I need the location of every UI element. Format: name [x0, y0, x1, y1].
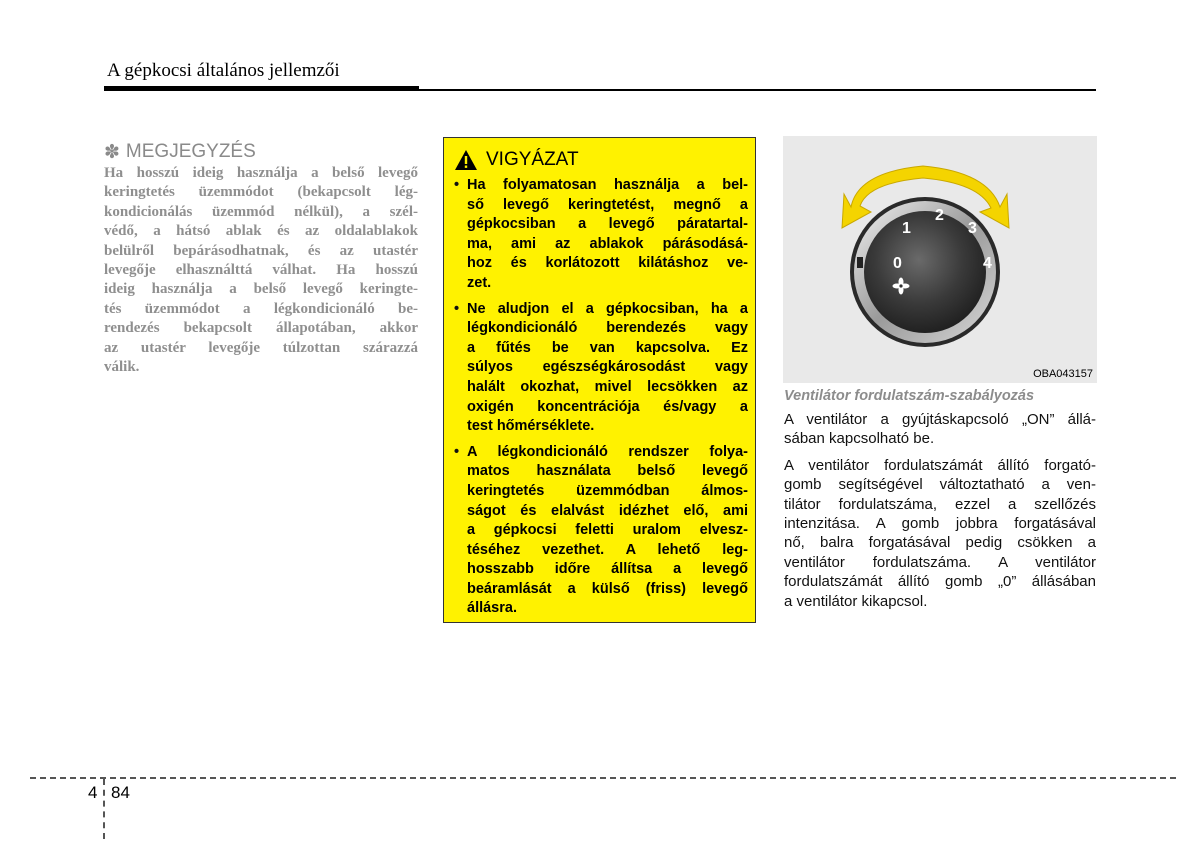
- figure-code: OBA043157: [1033, 368, 1093, 380]
- note-section: [104, 140, 418, 377]
- note-text-line: Ha hosszú ideig használja a belső levegő: [104, 165, 418, 181]
- warning-item: [454, 300, 748, 437]
- warning-text-line: a gépkocsi feletti uralom elvesz-: [467, 522, 748, 539]
- warning-text-line: téséhez vezethet. A lehető leg-: [467, 541, 748, 558]
- knob-label-3: 3: [968, 220, 977, 237]
- knob-label-1: 1: [902, 220, 911, 237]
- note-text-line: válik.: [104, 358, 140, 375]
- footer-divider: [30, 777, 1176, 779]
- note-text-line: ideig használja a belső levegő keringte-: [104, 281, 418, 298]
- note-heading: [104, 140, 418, 164]
- warning-text-line: légkondicionáló berendezés vagy: [467, 320, 748, 337]
- warning-heading: [454, 149, 579, 171]
- warning-text-line: oxigén koncentrációja és/vagy a: [467, 398, 748, 415]
- body-text-line: ventilátor fordulatszáma. A ventilátor: [784, 553, 1096, 571]
- bullet-icon: •: [454, 443, 460, 460]
- warning-text-line: Ne aludjon el a gépkocsiban, ha a: [467, 300, 748, 317]
- note-text-line: az utastér levegője túlzottan szárazzá: [104, 339, 418, 356]
- warning-list: [454, 176, 748, 625]
- section-caption: Ventilátor fordulatszám-szabályozás: [784, 388, 1035, 404]
- warning-text-line: súlyos egészségkárosodást vagy: [467, 359, 748, 376]
- warning-text-line: halált okozhat, mivel lecsökken az: [467, 378, 748, 395]
- warning-text-line: Ha folyamatosan használja a bel-: [467, 177, 748, 193]
- note-text-line: belülről bepárásodhatnak, és az utastér: [104, 242, 418, 259]
- warning-text-line: ságot és elalvást idézhet elő, ami: [467, 502, 748, 519]
- warning-item: [454, 443, 748, 619]
- footer-vertical-divider: [103, 779, 105, 839]
- warning-triangle-icon: [454, 149, 478, 171]
- warning-text-line: hosszabb időre állítsa a levegő: [467, 561, 748, 578]
- warning-text-line: matos használata belső levegő: [467, 463, 748, 480]
- note-text-line: védő, a hátsó ablak és az oldalablakok: [104, 223, 418, 240]
- body-text-line: nő, balra forgatásával pedig csökken a: [784, 534, 1096, 552]
- warning-text-line: beáramlását a külső (friss) levegő: [467, 580, 748, 597]
- note-text-line: kondicionálás üzemmód nélkül), a szél-: [104, 203, 418, 220]
- warning-text-line: gépkocsiban a levegő páratartal-: [467, 216, 748, 233]
- note-text-line: rendezés bekapcsolt állapotában, akkor: [104, 320, 418, 337]
- knob-label-0: 0: [893, 255, 902, 272]
- warning-title: VIGYÁZAT: [486, 149, 579, 170]
- body-text-line: a ventilátor kikapcsol.: [784, 592, 928, 610]
- knob-label-2: 2: [935, 207, 944, 224]
- warning-text-line: test hőmérséklete.: [467, 418, 595, 435]
- body-text-line: intenzitása. A gomb jobbra forgatásával: [784, 514, 1096, 532]
- body-text-line: sában kapcsolható be.: [784, 430, 935, 448]
- note-text-line: tés üzemmódot a légkondicionáló be-: [104, 300, 418, 317]
- page-chapter-number: 4: [88, 783, 98, 802]
- bullet-icon: •: [454, 177, 460, 193]
- body-text-line: tilátor fordulatszáma, ezzel a szellőzés: [784, 495, 1096, 513]
- warning-box: [443, 137, 756, 623]
- asterisk-icon: ✽: [104, 141, 120, 163]
- body-text-line: A ventilátor a gyújtáskapcsoló „ON” állá-: [784, 411, 1096, 428]
- fan-speed-knob-illustration: [783, 136, 1097, 383]
- paragraph: [784, 410, 1096, 449]
- warning-text-line: A légkondicionáló rendszer folya-: [467, 443, 748, 460]
- body-text-line: fordulatszámát állító gomb „0” állásában: [784, 573, 1096, 591]
- note-text-line: keringtetés üzemmódot (bekapcsolt lég-: [104, 184, 418, 201]
- warning-text-line: a fűtés be van kapcsolva. Ez: [467, 339, 748, 356]
- body-text-line: A ventilátor fordulatszámát állító forgató-: [784, 456, 1096, 474]
- bullet-icon: •: [454, 300, 460, 317]
- fan-speed-knob-figure: [783, 136, 1097, 383]
- header-rule-thick: [104, 86, 419, 91]
- page-number: 84: [111, 783, 130, 802]
- warning-text-line: hoz és korlátozott kilátáshoz ve-: [467, 255, 748, 272]
- knob-label-4: 4: [983, 255, 992, 272]
- warning-text-line: zet.: [467, 274, 492, 291]
- warning-text-line: ső levegő keringtetést, megnő a: [467, 196, 748, 213]
- warning-text-line: keringtetés üzemmódban álmos-: [467, 482, 748, 499]
- note-text-line: levegője elhasználttá válhat. Ha hosszú: [104, 261, 418, 278]
- header-rule-thin: [419, 89, 1096, 91]
- note-body: [104, 164, 418, 377]
- warning-text-line: ma, ami az ablakok párásodásá-: [467, 235, 748, 252]
- note-heading-text: MEGJEGYZÉS: [125, 141, 256, 162]
- paragraph: [784, 456, 1096, 611]
- warning-item: [454, 176, 748, 294]
- body-text-line: gomb segítségével változtatható a ven-: [784, 476, 1096, 494]
- page-header-title: A gépkocsi általános jellemzői: [107, 60, 340, 81]
- section-body: [784, 410, 1096, 618]
- warning-text-line: állásra.: [467, 600, 517, 617]
